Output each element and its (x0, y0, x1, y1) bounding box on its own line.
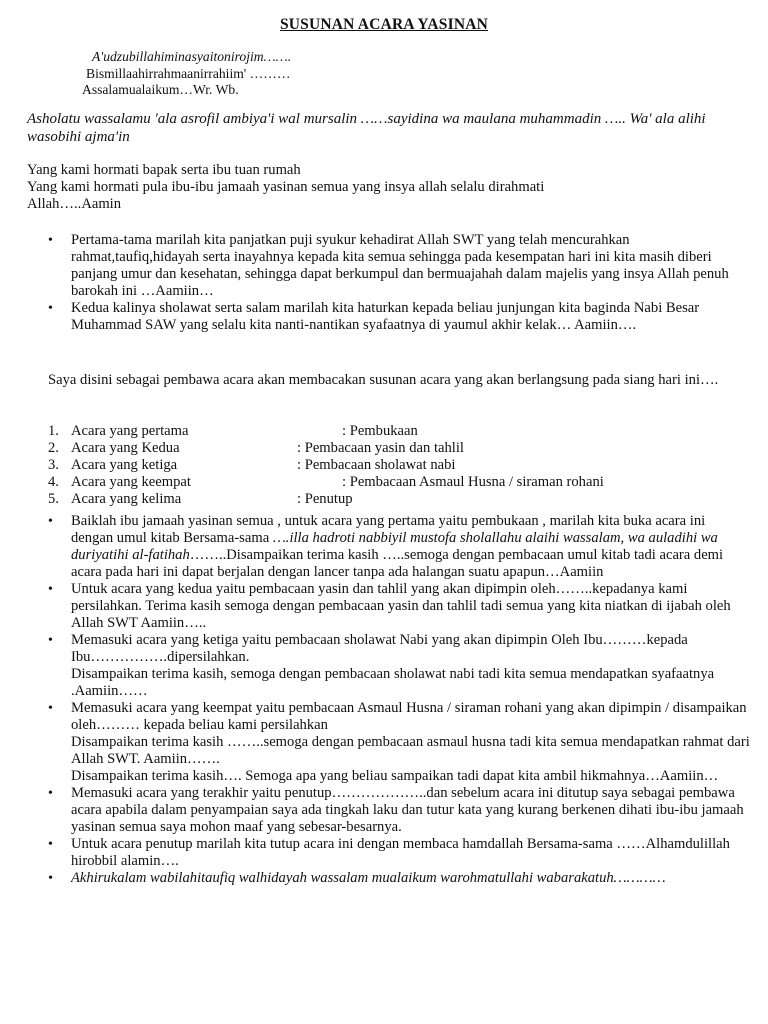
list-item: • Akhirukalam wabilahitaufiq walhidayah wassalam mualaikum warohmatullahi wabarakatuh………… (0, 870, 768, 887)
agenda-name: Acara yang ketiga (71, 457, 178, 473)
taawudz-line: A'udzubillahiminasyaitonirojim……. (92, 49, 292, 64)
list-item (0, 700, 768, 785)
agenda-value: : Penutup (297, 491, 353, 507)
intro-paragraph: Saya disini sebagai pembawa acara akan membacakan susunan acara yang akan berlangsung pada siang hari ini…. (48, 372, 719, 388)
list-item: • Untuk acara penutup marilah kita tutup acara ini dengan membaca hamdallah Bersama-sama ……Alhamdulillah hirobbil alamin…. (0, 836, 768, 870)
agenda-number: 1. (48, 423, 59, 439)
detail-text: • Memasuki acara yang ketiga yaitu pembacaan sholawat Nabi yang akan dipimpin Oleh Ibu………kepada Ibu…………….dipersilahkan. (71, 632, 688, 665)
agenda-row (0, 491, 768, 508)
agenda-number: 4. (48, 474, 59, 490)
agenda-name: Acara yang pertama (71, 423, 189, 439)
detail-text: Baiklah ibu jamaah yasinan semua , untuk acara yang pertama yaitu pembukaan , marilah kita buka acara ini dengan umul kitab Bersama-sama (71, 513, 706, 546)
list-item: • Kedua kalinya sholawat serta salam marilah kita haturkan kepada beliau junjungan kita baginda Nabi Besar Muhammad SAW yang selalu kita nanti-nantikan syafaatnya di yaumul akhir kelak… Aamiin…. (0, 300, 768, 334)
detail-text: ……..Disampaikan terima kasih …..semoga dengan pembacaan umul kitab tadi acara demi acara pada hari ini dapat berjalan dengan lancer tanpa ada halangan suatu apapun…Aamiin (71, 547, 724, 580)
shalawat-paragraph: Asholatu wassalamu 'ala asrofil ambiya'i wal mursalin ……sayidina wa maulana muhammadin ….. Wa' ala alihi wasobihi ajma'in (27, 111, 706, 145)
agenda-name: Acara yang Kedua (71, 440, 180, 456)
agenda-list (0, 423, 768, 508)
list-item: • Pertama-tama marilah kita panjatkan puji syukur kehadirat Allah SWT yang telah mencurahkan rahmat,taufiq,hidayah serta inayahnya kepada kita semua sehingga pada kesempatan hari ini kita masih diberi panjang umur dan kesehatan, sehingga dapat berkumpul dan bermuajahah dalam majelis yang insya Allah penuh barokah ini …Aamiin… (0, 232, 768, 300)
agenda-row (0, 423, 768, 440)
agenda-value: : Pembukaan (342, 423, 418, 439)
greeting-line: Allah…..Aamin (27, 196, 122, 212)
intro-bullet-list (0, 232, 768, 334)
detail-text: Disampaikan terima kasih…. Semoga apa yang beliau sampaikan tadi dapat kita ambil hikmahnya…Aamiin… (71, 768, 719, 784)
detail-text: • Memasuki acara yang keempat yaitu pembacaan Asmaul Husna / siraman rohani yang akan dipimpin / disampaikan oleh……… kepada beliau kami persilahkan (71, 700, 747, 733)
agenda-row (0, 457, 768, 474)
list-item (0, 513, 768, 581)
detail-text: Disampaikan terima kasih, semoga dengan pembacaan sholawat nabi tadi kita semua mendapatkan syafaatnya .Aamiin…… (71, 666, 715, 699)
agenda-value: : Pembacaan sholawat nabi (297, 457, 456, 473)
agenda-name: Acara yang kelima (71, 491, 182, 507)
agenda-number: 2. (48, 440, 59, 456)
salam-line: Assalamualaikum…Wr. Wb. (82, 82, 239, 97)
agenda-number: 5. (48, 491, 59, 507)
agenda-row (0, 474, 768, 491)
agenda-value: : Pembacaan yasin dan tahlil (297, 440, 464, 456)
detail-text: Disampaikan terima kasih ……..semoga dengan pembacaan asmaul husna tadi kita semua mendapatkan rahmat dari Allah SWT. Aamiin……. (71, 734, 750, 767)
fatihah-invocation: ….illa hadroti nabbiyil mustofa sholallahu alaihi wassalam, wa auladihi wa duriyatihi al-fatihah (71, 530, 718, 563)
basmalah-line: Bismillaahirrahmaanirrahiim' ……… (86, 66, 291, 81)
agenda-name: Acara yang keempat (71, 474, 191, 490)
document-title: SUSUNAN ACARA YASINAN (279, 16, 489, 33)
greetings (27, 162, 747, 213)
agenda-value: : Pembacaan Asmaul Husna / siraman rohani (342, 474, 604, 490)
agenda-row (0, 440, 768, 457)
greeting-line: Yang kami hormati bapak serta ibu tuan rumah (27, 162, 301, 178)
list-item: • Untuk acara yang kedua yaitu pembacaan yasin dan tahlil yang akan dipimpin oleh……..kepadanya kami persilahkan. Terima kasih semoga dengan pembacaan yasin dan tahlil tadi semua yang kita niatkan di ijabah oleh Allah SWT Aamiin….. (0, 581, 768, 632)
list-item (0, 632, 768, 700)
greeting-line: Yang kami hormati pula ibu-ibu jamaah yasinan semua yang insya allah selalu dirahmati (27, 179, 545, 195)
agenda-number: 3. (48, 457, 59, 473)
list-item: • Memasuki acara yang terakhir yaitu penutup………………..dan sebelum acara ini ditutup saya sebagai pembawa acara apabila dalam penyampaian saya ada tingkah laku dan tutur kata yang kurang berkenen dihati ibu-ibu jamaah yasinan semua saya mohon maaf yang sebesar-besarnya. (0, 785, 768, 836)
detail-bullet-list (0, 513, 768, 887)
